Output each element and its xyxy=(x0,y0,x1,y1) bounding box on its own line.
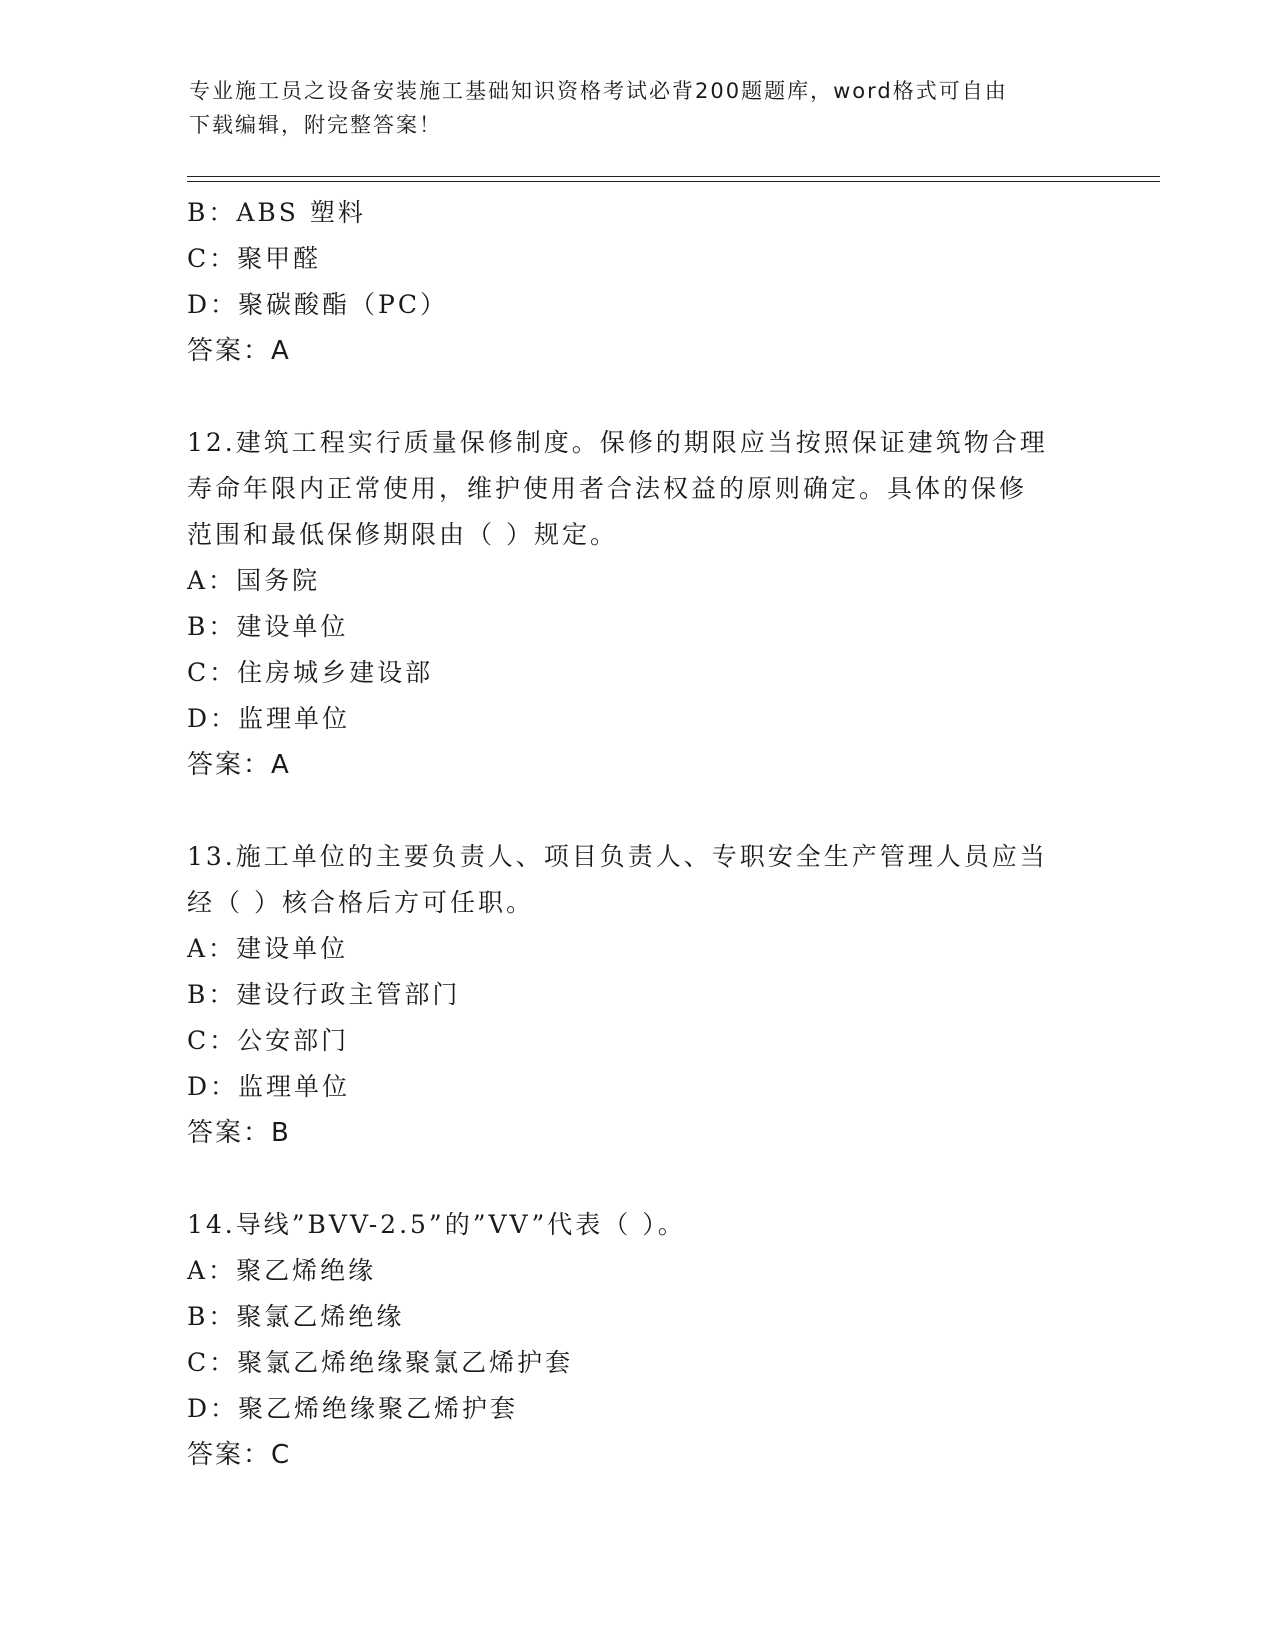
answer-line: 答案：A xyxy=(187,336,291,366)
answer-line: 答案：B xyxy=(187,1118,291,1148)
option-key: C： xyxy=(187,1026,238,1055)
option-text: 聚乙烯绝缘聚乙烯护套 xyxy=(238,1394,519,1423)
option-c xyxy=(187,1340,1087,1386)
option-b xyxy=(187,972,1087,1018)
header-divider-top xyxy=(187,176,1160,177)
option-text: 建设行政主管部门 xyxy=(236,980,461,1009)
option-key: D： xyxy=(187,1394,239,1423)
option-c xyxy=(187,236,1087,282)
option-key: C： xyxy=(187,658,238,687)
option-d xyxy=(187,696,1087,742)
option-text: 监理单位 xyxy=(238,1072,351,1101)
question-stem-line: 经（ ）核合格后方可任职。 xyxy=(187,888,534,917)
option-key: A： xyxy=(187,934,237,963)
option-text: 聚氯乙烯绝缘 xyxy=(236,1302,405,1331)
option-text: 国务院 xyxy=(236,566,321,595)
question-stem-line: 寿命年限内正常使用，维护使用者合法权益的原则确定。具体的保修 xyxy=(187,474,1028,503)
option-text: ABS 塑料 xyxy=(236,198,366,227)
option-b xyxy=(187,604,1087,650)
question-11-fragment xyxy=(187,190,1087,374)
option-key: C： xyxy=(187,244,238,273)
option-text: 聚碳酸酯（PC） xyxy=(238,290,448,319)
option-key: D： xyxy=(187,704,239,733)
option-text: 聚甲醛 xyxy=(237,244,322,273)
option-d xyxy=(187,282,1087,328)
option-c xyxy=(187,1018,1087,1064)
option-key: D： xyxy=(187,290,239,319)
document-header xyxy=(189,74,1069,142)
option-a xyxy=(187,926,1087,972)
header-line-2: 下载编辑，附完整答案！ xyxy=(189,113,442,137)
question-stem-line: 12.建筑工程实行质量保修制度。保修的期限应当按照保证建筑物合理 xyxy=(187,428,1048,457)
header-divider-bottom xyxy=(187,181,1160,182)
question-12 xyxy=(187,420,1087,788)
option-key: A： xyxy=(187,566,237,595)
question-stem-line: 14.导线”BVV-2.5”的”VV”代表（ ）。 xyxy=(187,1210,686,1239)
option-text: 建设单位 xyxy=(236,934,349,963)
option-text: 建设单位 xyxy=(236,612,349,641)
question-13 xyxy=(187,834,1087,1156)
question-stem-line: 13.施工单位的主要负责人、项目负责人、专职安全生产管理人员应当 xyxy=(187,842,1048,871)
option-a xyxy=(187,1248,1087,1294)
answer-line: 答案：A xyxy=(187,750,291,780)
option-key: A： xyxy=(187,1256,237,1285)
option-text: 公安部门 xyxy=(237,1026,350,1055)
option-key: B： xyxy=(187,612,237,641)
option-key: C： xyxy=(187,1348,238,1377)
option-text: 住房城乡建设部 xyxy=(237,658,434,687)
option-d xyxy=(187,1386,1087,1432)
option-b xyxy=(187,190,1087,236)
option-key: D： xyxy=(187,1072,239,1101)
option-text: 监理单位 xyxy=(238,704,351,733)
question-stem-line: 范围和最低保修期限由（ ）规定。 xyxy=(187,520,618,549)
answer-line: 答案：C xyxy=(187,1440,292,1470)
option-d xyxy=(187,1064,1087,1110)
option-key: B： xyxy=(187,198,237,227)
option-key: B： xyxy=(187,1302,237,1331)
question-14 xyxy=(187,1202,1087,1478)
option-b xyxy=(187,1294,1087,1340)
option-text: 聚乙烯绝缘 xyxy=(236,1256,377,1285)
option-key: B： xyxy=(187,980,237,1009)
option-a xyxy=(187,558,1087,604)
option-text: 聚氯乙烯绝缘聚氯乙烯护套 xyxy=(237,1348,574,1377)
option-c xyxy=(187,650,1087,696)
header-line-1: 专业施工员之设备安装施工基础知识资格考试必背200题题库，word格式可自由 xyxy=(189,79,1008,103)
question-list xyxy=(187,190,1087,1478)
